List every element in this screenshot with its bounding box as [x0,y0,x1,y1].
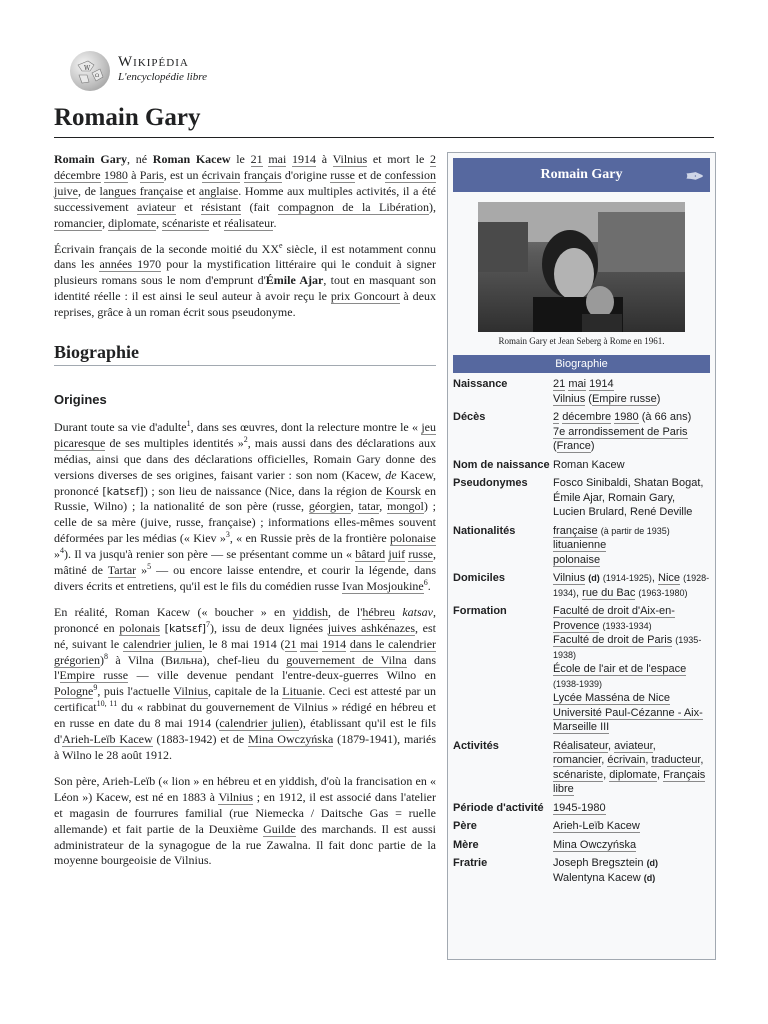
link-annees-1970[interactable]: années 1970 [99,257,162,272]
link-mongol[interactable]: mongol [387,499,424,514]
link-mai-b[interactable]: mai [300,636,319,651]
footnote-1[interactable]: 1 [186,418,191,428]
row-nom-naissance: Nom de naissance Roman Kacew [453,458,625,471]
link-confession-juive[interactable]: confession juive [54,167,437,198]
footnote-5[interactable]: 5 [147,562,152,572]
ib-link-traducteur[interactable]: traducteur [651,754,701,766]
subject-name: Romain Gary [54,152,128,166]
link-tatar[interactable]: tatar [358,499,380,514]
link-guilde[interactable]: Guilde [263,821,296,836]
ib-link-universite-aix[interactable]: Université Paul-Cézanne - Aix-Marseille III [553,706,703,733]
link-juives-ashkenazes[interactable]: juives ashkénazes [327,620,415,635]
ib-link-scenariste[interactable]: scénariste [553,768,604,781]
link-lituanie[interactable]: Lituanie [282,684,323,699]
link-russe-2[interactable]: russe [408,547,434,562]
link-1914[interactable]: 1914 [292,152,317,166]
ib-link-1945-1980[interactable]: 1945-1980 [553,801,606,814]
row-domiciles: Domiciles Vilnius (d) (1914-1925), Nice (1928-1934), rue du Bac (1963-1980) [453,572,710,599]
ib-link-fac-aix[interactable]: Faculté de droit d'Aix-en-Provence [553,605,675,632]
link-mina-owczynska[interactable]: Mina Owczyńska [248,732,334,747]
link-pologne[interactable]: Pologne [54,684,94,699]
row-formation: Formation Faculté de droit d'Aix-en-Provence (1933-1934) Faculté de droit de Paris (1935-1938) École de l'air et de l'espace (1938-1939) Lycée Masséna de Nice Université Paul-Cézanne - Aix-Marseille III [453,605,703,733]
link-langues-francaise[interactable]: langues française [99,183,184,198]
row-mere: Mère Mina Owczyńska [453,838,637,851]
ib-link-7e-arrondissement[interactable]: 7e arrondissement de Paris [553,425,688,438]
link-1980[interactable]: 1980 [103,167,128,182]
ib-link-21[interactable]: 21 [553,378,566,390]
row-fratrie: Fratrie Joseph Bregsztein (d) Walentyna Kacew (d) [453,857,659,884]
ib-link-diplomate[interactable]: diplomate [609,768,657,781]
link-empire-russe[interactable]: Empire russe [59,668,129,683]
wordmark[interactable]: Wikipédia [118,54,189,70]
link-compagnon-liberation[interactable]: compagnon de la Libération [277,199,429,214]
century-roman: XX [261,241,279,256]
photo-silhouettes [478,202,685,332]
link-tartar[interactable]: Tartar [107,563,137,578]
row-deces: Décès 2 décembre 1980 (à 66 ans) 7e arrondissement de Paris (France) [453,411,692,452]
link-gouvernement-vilna[interactable]: gouvernement de Vilna [286,652,407,667]
title-divider [54,137,714,138]
link-prix-goncourt[interactable]: prix Goncourt [330,289,400,304]
lead-paragraph-2: Écrivain français de la seconde moitié du XXe siècle, il est notamment connu dans les années 1970 pour la mystification littéraire qui le conduit à signer plusieurs romans sous le nom d'emprunt d'Émile Ajar, tout en masquant son identité réelle : il est ainsi le seul auteur à avoir reçu le prix Goncourt à deux reprises, grâce à un roman écrit sous pseudonyme. [54,240,437,320]
link-romancier[interactable]: romancier [54,215,103,230]
origines-paragraph-2: En réalité, Roman Kacew (« boucher » en yiddish, de l'hébreu katsav, prononcé en polonais [katsɛf]$^7$), issu de deux lignées juives ashkénazes, est né, suivant le calendrier julien, le 8 mai 1914 (21 mai 1914 dans le calendrier grégorien)$^8$ à Vilna (Вильна), chef-lieu du gouvernement de Vilna dans l'Empire russe — ville devenue pendant l'entre-deux-guerres Wilno en Pologne$^9$, puis l'actuelle Vilnius, capitale de la Lituanie. Ceci est attesté par un certificat$^{10, 11}$ du « rabbinat du gouvernement de Vilnius » rédigé en hébreu et en russe en date du 8 mai 1914 (calendrier julien), établissant qu'il est le fils d'Arieh-Leïb Kacew (1883-1942) et de Mina Owczyńska (1879-1941), mariés à Wilno le 28 août 1912. [54,604,437,762]
ib-link-romancier[interactable]: romancier [553,754,602,766]
link-2[interactable]: 2 [430,152,437,166]
ib-link-mere[interactable]: Mina Owczyńska [553,838,637,851]
link-aviateur[interactable]: aviateur [137,199,176,214]
link-juif[interactable]: juif [388,547,406,562]
link-yiddish[interactable]: yiddish [292,604,328,619]
link-21-b[interactable]: 21 [284,636,297,651]
ib-link-empire-russe[interactable]: Empire russe [591,392,657,405]
wikipedia-globe-logo[interactable] [70,51,110,91]
origines-paragraph-1: Durant toute sa vie d'adulte$^1$, dans ses œuvres, dont la relecture montre le « jeu picaresque de ses multiples identités »$^2$, mais aussi dans des déclarations aux médias, ainsi que dans des déclarations officielles, Romain Gary donne des versions diverses de ses origines, faisant varier : son nom (Kacew, de Kacew, prononcé [katsɛf]) ; son lieu de naissance (Nice, dans la région de Koursk en Russie, Wilno) ; la nationalité de son père (russe, géorgien, tatar, mongol) ; celle de sa mère (juive, russe, française) ; informations elles-mêmes souvent déformées par les médias (« Kiev »$^3$, « en Russie près de la frontière polonaise »$^4$). Il va jusqu'à renier son père — se présentant comme un « bâtard juif russe, mâtiné de Tartar »$^5$ — ou encore laisse entendre, et courir la légende, dans divers écrits et entretiens, qu'il est le fils du comédien russe Ivan Mosjoukine$^6$. [54,418,437,593]
infobox-section-biographie: Biographie [453,355,710,373]
row-periode: Période d'activité 1945-1980 [453,801,606,814]
ib-link-ecole-air[interactable]: École de l'air et de l'espace [553,663,687,675]
ib-link-francais-libre[interactable]: Français libre [553,768,706,795]
link-paris[interactable]: Paris [139,167,164,182]
link-realisateur[interactable]: réalisateur [224,215,274,230]
puzzle-globe-icon [70,51,110,91]
footnote-7[interactable]: 7 [206,619,211,629]
infobox [447,152,716,960]
footnote-2[interactable]: 2 [243,434,248,444]
link-21[interactable]: 21 [250,152,263,166]
footnote-6[interactable]: 6 [423,577,428,587]
ib-link-1980[interactable]: 1980 [614,411,639,423]
link-anglaise[interactable]: anglaise [198,183,239,198]
row-nationalites: Nationalités française (à partir de 1935) lituanienne polonaise [453,524,670,566]
ib-link-mai[interactable]: mai [568,378,587,390]
link-arieh-leib-kacew[interactable]: Arieh-Leïb Kacew [62,732,153,747]
link-calendrier-julien-2[interactable]: calendrier julien [219,716,299,731]
link-1914-b[interactable]: 1914 [322,636,347,651]
link-mai[interactable]: mai [268,152,287,166]
link-vilnius-3[interactable]: Vilnius [218,789,254,804]
page-title: Romain Gary [54,104,201,131]
ib-link-pere[interactable]: Arieh-Leïb Kacew [553,820,640,832]
ib-link-francaise[interactable]: française [553,524,598,537]
ib-link-ecrivain[interactable]: écrivain [607,754,646,766]
footnote-8[interactable]: 8 [103,651,108,661]
section-heading-biographie: Biographie [54,345,436,366]
article-body [54,152,436,879]
link-scenariste[interactable]: scénariste [162,215,210,230]
pseudonym-emile-ajar: Émile Ajar [265,273,324,288]
photo-caption: Romain Gary et Jean Seberg à Rome en 1961. [498,336,665,346]
footnote-10-11[interactable]: 10, 11 [96,699,118,709]
wikidata-icon[interactable]: (d) [588,573,600,583]
link-resistant[interactable]: résistant [201,199,242,214]
ib-link-lituanienne[interactable]: lituanienne [553,539,607,551]
row-pseudonymes: Pseudonymes Fosco Sinibaldi, Shatan Bogat, Émile Ajar, Romain Gary, Lucien Brulard, René Deville [453,477,704,518]
link-vilnius-2[interactable]: Vilnius [173,684,209,699]
ib-link-rue-du-bac[interactable]: rue du Bac [582,586,636,599]
ib-link-vilnius[interactable]: Vilnius [553,392,586,405]
link-calendrier-julien[interactable]: calendrier julien [122,636,203,651]
link-polonais[interactable]: polonais [119,620,160,635]
link-diplomate[interactable]: diplomate [108,215,157,230]
link-calendrier-gregorien[interactable]: dans le calendrier grégorien [54,636,437,667]
footnote-3[interactable]: 3 [225,530,230,540]
quill-icon: ✒ [685,164,704,189]
row-activites: Activités Réalisateur, aviateur, romancier, écrivain, traducteur, scénariste, diplomate, Français libre [453,739,706,795]
link-polonaise[interactable]: polonaise [390,531,436,546]
tagline: L'encyclopédie libre [118,71,207,83]
ib-link-decembre[interactable]: décembre [562,411,612,423]
ib-link-2[interactable]: 2 [553,411,560,423]
infobox-rows [453,377,710,889]
row-pere: Père Arieh-Leïb Kacew [453,820,640,832]
link-vilnius[interactable]: Vilnius [332,152,368,166]
link-ivan-mosjoukine[interactable]: Ivan Mosjoukine [342,578,424,593]
svg-text:Ω: Ω [95,73,100,79]
link-ecrivain[interactable]: écrivain [201,167,241,182]
ib-link-realisateur[interactable]: Réalisateur [553,739,609,752]
footnote-9[interactable]: 9 [93,683,98,693]
portrait-photo[interactable] [478,202,685,332]
ib-link-1914[interactable]: 1914 [589,378,614,390]
ib-link-polonaise[interactable]: polonaise [553,553,601,566]
ib-link-lycee-massena[interactable]: Lycée Masséna de Nice [553,692,670,704]
infobox-title: Romain Gary ✒ [453,158,710,192]
svg-text:W: W [84,65,91,72]
row-naissance: Naissance 21 mai 1914 Vilnius (Empire russe) [453,378,661,405]
link-decembre[interactable]: décembre [54,167,101,182]
birth-name: Roman Kacew [152,152,231,166]
ib-link-vilnius-dom[interactable]: Vilnius [553,572,586,584]
origines-paragraph-3: Son père, Arieh-Leïb (« lion » en hébreu et en yiddish, d'où la francisation en « Léon ») Kacew, est né en 1883 à Vilnius ; en 1912, il est associé dans l'atelier et magasin de fourrures familial (rue Niemecka / Daitsche Gas = ruelle allemande) et fait partie de la Deuxième Guilde des marchands. Il est aussi administrateur de la synagogue de la rue Zawalna. Il fait donc partie de la moyenne bourgeoisie de Vilnius. [54,773,436,868]
link-koursk[interactable]: Koursk [385,483,421,498]
ipa-pronunciation[interactable]: [katsɛf] [102,484,144,498]
link-batard[interactable]: bâtard [355,547,386,562]
wikidata-icon[interactable]: (d) [646,858,659,868]
ib-link-nice[interactable]: Nice [658,572,681,584]
lead-paragraph-1: Romain Gary, né Roman Kacew le 21 mai 1914 à Vilnius et mort le 2 décembre 1980 à Paris, est un écrivain français d'origine russe et de confession juive, de langues française et anglaise. Homme aux multiples activités, il a été successivement aviateur et résistant (fait compagnon de la Libération), romancier, diplomate, scénariste et réalisateur. [54,152,437,230]
link-georgien[interactable]: géorgien [308,499,351,514]
link-hebreu[interactable]: hébreu [362,604,396,619]
wikidata-icon[interactable]: (d) [643,872,656,883]
link-francais[interactable]: français [243,167,282,182]
link-russe[interactable]: russe [330,167,355,182]
ib-link-fac-paris[interactable]: Faculté de droit de Paris [553,634,673,646]
link-jeu-picaresque[interactable]: jeu picaresque [54,419,436,450]
subsection-heading-origines: Origines [54,391,107,407]
ib-link-france[interactable]: France [556,440,591,452]
footnote-4[interactable]: 4 [60,546,64,556]
ipa-pronunciation-2[interactable]: [katsɛf] [164,621,207,635]
ib-link-aviateur[interactable]: aviateur [614,739,653,752]
